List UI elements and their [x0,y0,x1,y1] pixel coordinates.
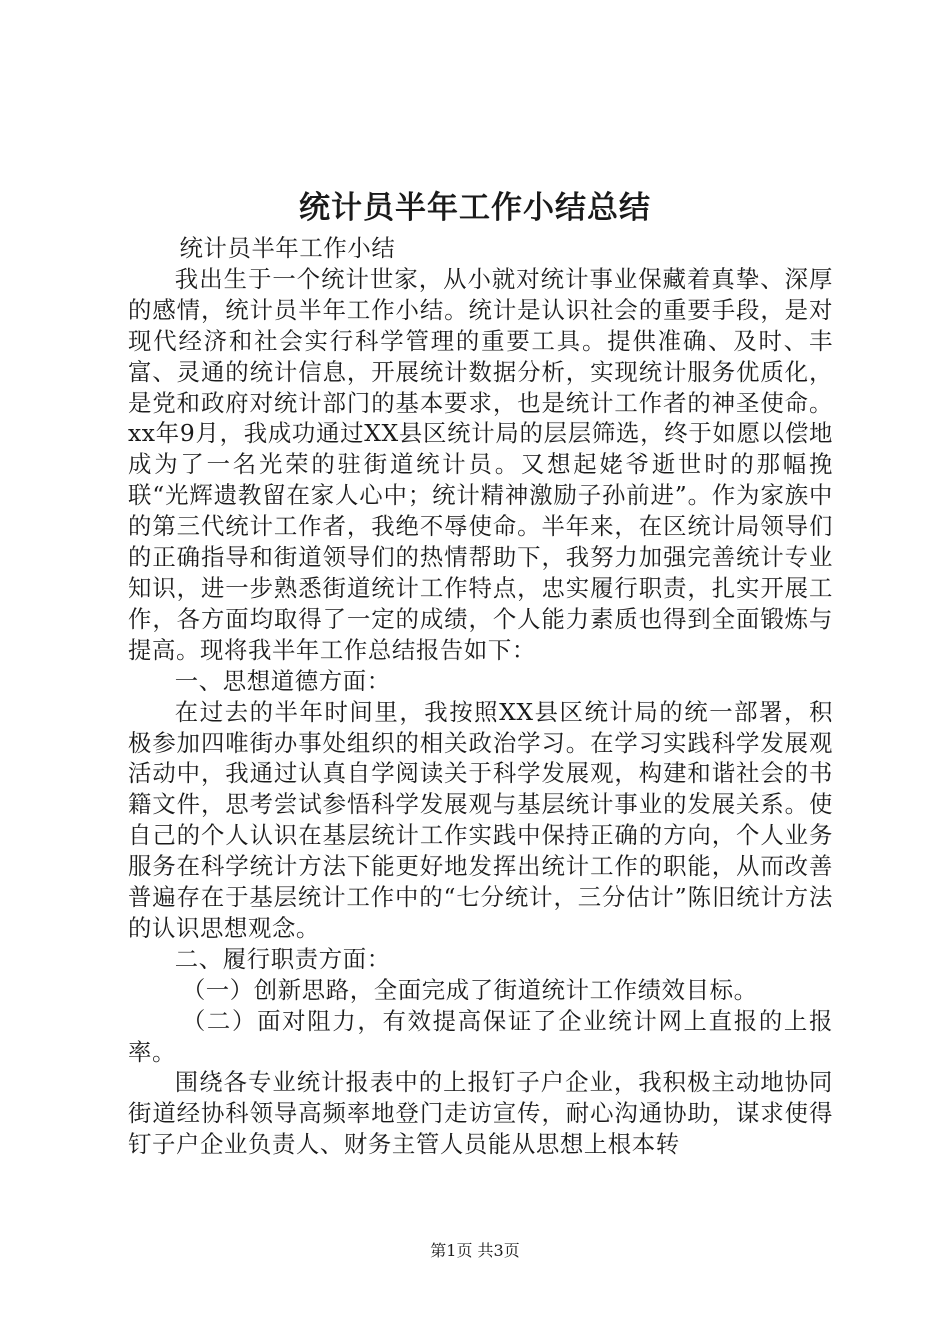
page-number: 第1页 共3页 [430,1241,520,1260]
list-item-innovation: （一）创新思路，全面完成了街道统计工作绩效目标。 [181,975,758,1004]
list-item-reporting-rate: （二）面对阻力，有效提高保证了企业统计网上直报的上报率。 [128,1006,833,1066]
section-heading-ideology: 一、思想道德方面： [174,666,391,695]
document-title: 统计员半年工作小结总结 [299,190,651,226]
paragraph-intro: 我出生于一个统计世家，从小就对统计事业保藏着真挚、深厚的感情，统计员半年工作小结。统计是认识社会的重要手段，是对现代经济和社会实行科学管理的重要工具。提供准确、及时、丰富、灵通的统计信息，开展统计数据分析，实现统计服务优质化，是党和政府对统计部门的基本要求，也是统计工作者的神圣使命。xx年9月，我成功通过XX县区统计局的层层筛选，终于如愿以偿地成为了一名光荣的驻街道统计员。又想起姥爷逝世时的那幅挽联“光辉遗教留在家人心中；统计精神激励子孙前进”。作为家族中的第三代统计工作者，我绝不辱使命。半年来，在区统计局领导们的正确指导和街道领导们的热情帮助下，我努力加强完善统计专业知识，进一步熟悉街道统计工作特点，忠实履行职责，扎实开展工作，各方面均取得了一定的成绩，个人能力素质也得到全面锻炼与提高。现将我半年工作总结报告如下： [128,264,833,664]
paragraph-ideology: 在过去的半年时间里，我按照XX县区统计局的统一部署，积极参加四唯街办事处组织的相关政治学习。在学习实践科学发展观活动中，我通过认真自学阅读关于科学发展观，构建和谐社会的书籍文件，思考尝试参悟科学发展观与基层统计事业的发展关系。使自己的个人认识在基层统计工作实践中保持正确的方向，个人业务服务在科学统计方法下能更好地发挥出统计工作的职能，从而改善普遍存在于基层统计工作中的“七分统计，三分估计”陈旧统计方法的认识思想观念。 [128,697,833,942]
section-heading-duties: 二、履行职责方面： [174,944,391,973]
document-subtitle: 统计员半年工作小结 [179,234,396,262]
document-body [128,233,833,1160]
paragraph-reporting: 围绕各专业统计报表中的上报钉子户企业，我积极主动地协同街道经协科领导高频率地登门走访宣传，耐心沟通协助，谋求使得钉子户企业负责人、财务主管人员能从思想上根本转 [128,1068,833,1159]
